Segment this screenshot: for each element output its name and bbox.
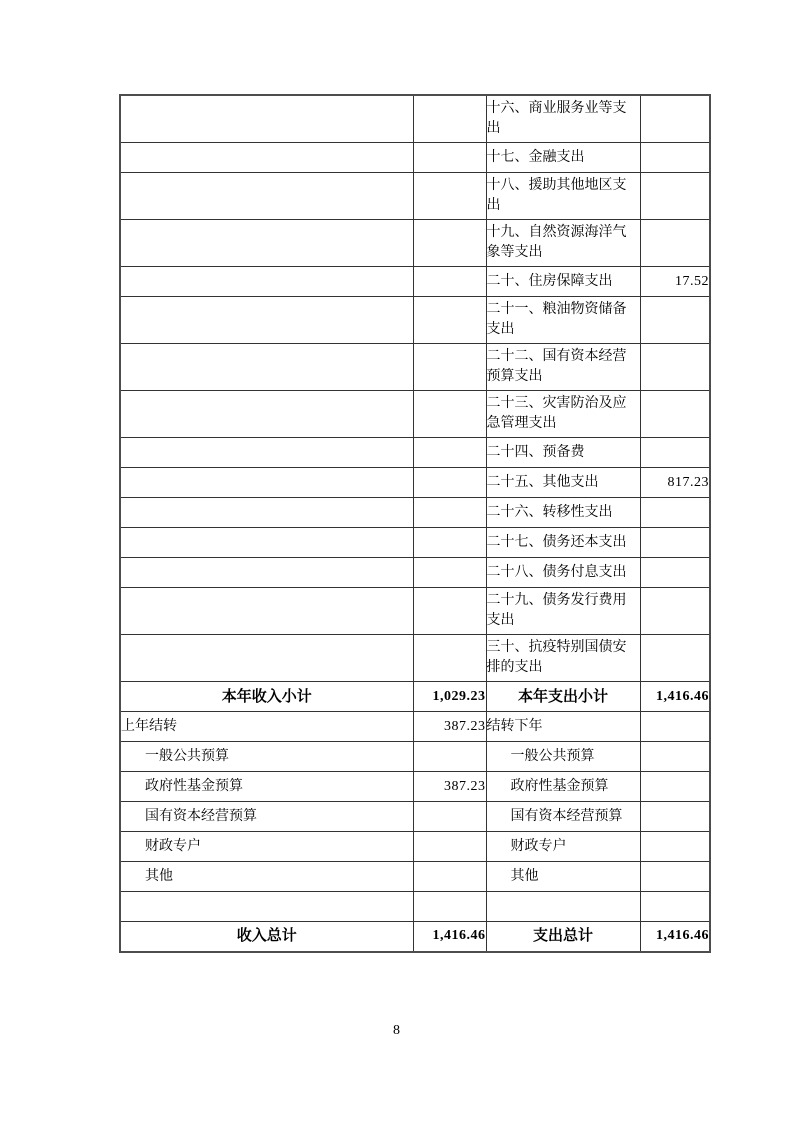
expense-label-cell: 二十二、国有资本经营预算支出 [486,344,640,391]
income-value-cell [413,802,486,832]
expense-value-cell [640,498,710,528]
income-value-cell: 1,029.23 [413,682,486,712]
table-row [120,344,710,391]
expense-value-cell [640,802,710,832]
income-label-cell [120,297,413,344]
income-value-cell [413,173,486,220]
expense-value-cell [640,862,710,892]
table-row [120,558,710,588]
income-value-cell [413,143,486,173]
income-label-cell: 收入总计 [120,922,413,952]
expense-value-cell [640,220,710,267]
income-value-cell [413,95,486,143]
expense-value-cell [640,558,710,588]
expense-value-cell [640,832,710,862]
table-row [120,220,710,267]
income-value-cell [413,267,486,297]
income-value-cell [413,558,486,588]
expense-label-cell: 二十五、其他支出 [486,468,640,498]
income-label-cell: 其他 [120,862,413,892]
table-row [120,772,710,802]
expense-value-cell [640,712,710,742]
table-row [120,267,710,297]
income-label-cell [120,558,413,588]
table-row [120,95,710,143]
expense-value-cell: 1,416.46 [640,682,710,712]
expense-value-cell [640,143,710,173]
expense-value-cell: 817.23 [640,468,710,498]
expense-label-cell: 二十四、预备费 [486,438,640,468]
income-label-cell [120,468,413,498]
income-value-cell [413,297,486,344]
income-label-cell [120,95,413,143]
expense-label-cell: 财政专户 [486,832,640,862]
expense-label-cell: 其他 [486,862,640,892]
income-label-cell: 政府性基金预算 [120,772,413,802]
expense-value-cell [640,772,710,802]
table-row [120,832,710,862]
expense-value-cell [640,588,710,635]
income-value-cell [413,742,486,772]
expense-label-cell: 十六、商业服务业等支出 [486,95,640,143]
income-label-cell: 一般公共预算 [120,742,413,772]
income-value-cell [413,498,486,528]
expense-label-cell: 国有资本经营预算 [486,802,640,832]
expense-label-cell: 一般公共预算 [486,742,640,772]
income-value-cell: 387.23 [413,772,486,802]
income-label-cell [120,588,413,635]
income-label-cell [120,391,413,438]
income-label-cell [120,528,413,558]
income-value-cell [413,862,486,892]
expense-label-cell: 三十、抗疫特别国债安排的支出 [486,635,640,682]
expense-label-cell: 支出总计 [486,922,640,952]
table-row [120,468,710,498]
income-label-cell [120,173,413,220]
table-row [120,742,710,772]
income-label-cell [120,498,413,528]
expense-label-cell: 二十一、粮油物资储备支出 [486,297,640,344]
expense-label-cell: 结转下年 [486,712,640,742]
income-value-cell: 387.23 [413,712,486,742]
expense-value-cell: 17.52 [640,267,710,297]
income-label-cell [120,143,413,173]
income-value-cell [413,344,486,391]
expense-value-cell [640,635,710,682]
income-value-cell [413,832,486,862]
page-number: 8 [393,1023,400,1038]
expense-value-cell [640,95,710,143]
income-value-cell [413,892,486,922]
expense-value-cell [640,892,710,922]
expense-label-cell: 二十三、灾害防治及应急管理支出 [486,391,640,438]
income-label-cell [120,344,413,391]
income-value-cell [413,588,486,635]
table-row [120,438,710,468]
table-row [120,635,710,682]
income-label-cell: 国有资本经营预算 [120,802,413,832]
expense-value-cell [640,344,710,391]
expense-value-cell [640,173,710,220]
income-label-cell: 财政专户 [120,832,413,862]
income-value-cell [413,220,486,267]
expense-label-cell: 二十八、债务付息支出 [486,558,640,588]
table-row [120,588,710,635]
expense-label-cell: 二十九、债务发行费用支出 [486,588,640,635]
income-label-cell [120,438,413,468]
expense-label-cell: 政府性基金预算 [486,772,640,802]
table-row [120,297,710,344]
income-label-cell: 本年收入小计 [120,682,413,712]
income-value-cell: 1,416.46 [413,922,486,952]
table-row [120,173,710,220]
budget-table-body [120,95,710,952]
income-label-cell [120,220,413,267]
income-value-cell [413,528,486,558]
table-row [120,922,710,952]
expense-label-cell: 十七、金融支出 [486,143,640,173]
income-value-cell [413,635,486,682]
expense-label-cell: 十九、自然资源海洋气象等支出 [486,220,640,267]
table-row [120,682,710,712]
expense-value-cell: 1,416.46 [640,922,710,952]
expense-label-cell: 本年支出小计 [486,682,640,712]
income-value-cell [413,391,486,438]
expense-label-cell: 二十七、债务还本支出 [486,528,640,558]
expense-label-cell [486,892,640,922]
income-label-cell [120,635,413,682]
table-row [120,712,710,742]
table-row [120,862,710,892]
income-label-cell [120,267,413,297]
table-row [120,892,710,922]
table-row [120,528,710,558]
expense-value-cell [640,528,710,558]
income-value-cell [413,438,486,468]
income-value-cell [413,468,486,498]
expense-label-cell: 二十六、转移性支出 [486,498,640,528]
table-row [120,498,710,528]
expense-value-cell [640,391,710,438]
expense-value-cell [640,297,710,344]
expense-value-cell [640,438,710,468]
expense-label-cell: 十八、援助其他地区支出 [486,173,640,220]
budget-table [119,94,711,953]
income-label-cell [120,892,413,922]
table-row [120,143,710,173]
table-row [120,802,710,832]
table-row [120,391,710,438]
income-label-cell: 上年结转 [120,712,413,742]
expense-value-cell [640,742,710,772]
expense-label-cell: 二十、住房保障支出 [486,267,640,297]
